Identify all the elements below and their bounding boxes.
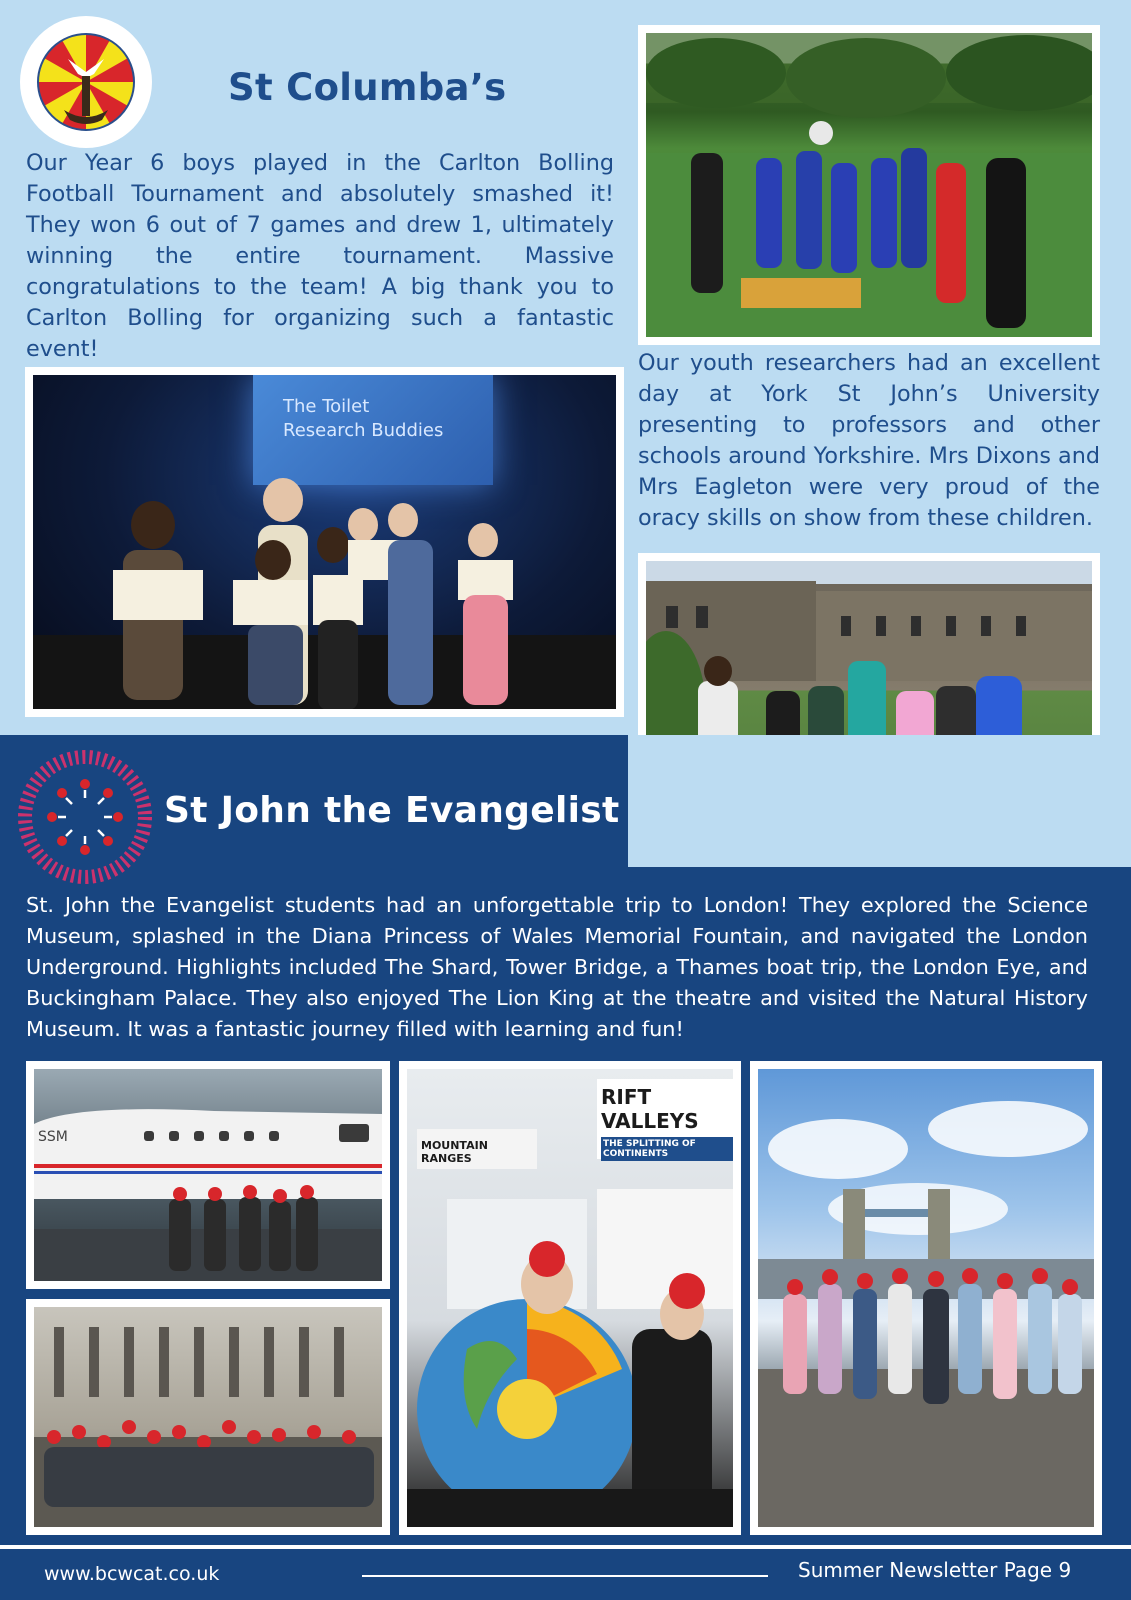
buckingham-palace-photo (26, 1299, 390, 1535)
columba-football-paragraph: Our Year 6 boys played in the Carlton Bolling Football Tournament and absolutely smashed it! They won 6 out of 7 games and drew 1, ultimately winning the entire tournament. Massive congratulations to the team! A big thank you to Carlton Bolling for organizing such a fantastic event! (26, 150, 614, 362)
youth-researchers-paragraph: Our youth researchers had an excellent day at York St John’s University presenting to professors and other schools around Yorkshire. Mrs Dixons and Mrs Eagleton were very proud of the oracy skills on show from these children. (638, 350, 1100, 531)
footer-divider (362, 1575, 768, 1577)
football-team-photo (638, 25, 1100, 345)
rift-valleys-heading: RIFT VALLEYS (601, 1085, 699, 1133)
st-john-title: St John the Evangelist (164, 790, 620, 831)
st-columba-logo (18, 14, 154, 150)
tower-bridge-photo (750, 1061, 1102, 1535)
plane-marking-text: SSM (38, 1129, 68, 1145)
toilet-research-buddies-photo (25, 367, 624, 717)
st-john-logo (16, 748, 154, 886)
footer-page-label: Summer Newsletter Page 9 (798, 1558, 1072, 1582)
natural-history-museum-globe-photo (399, 1061, 741, 1535)
st-columba-title: St Columba’s (228, 66, 507, 109)
mountain-ranges-heading: MOUNTAIN RANGES (421, 1139, 488, 1165)
science-museum-plane-photo (26, 1061, 390, 1289)
footer-website-url[interactable]: www.bcwcat.co.uk (44, 1563, 220, 1585)
section-notch (628, 735, 1131, 867)
london-trip-paragraph: St. John the Evangelist students had an unforgettable trip to London! They explored the Science Museum, splashed in the Diana Princess of Wales Memorial Fountain, and navigated the London Underground. Highlights included The Shard, Tower Bridge, a Thames boat trip, the London Eye, and Buckingham Palace. They also enjoyed The Lion King at the theatre and visited the Natural History Museum. It was a fantastic journey filled with learning and fun! (26, 893, 1088, 1041)
rift-valleys-subheading: THE SPLITTING OF CONTINENTS (601, 1137, 733, 1161)
stage-screen-text: The Toilet Research Buddies (283, 396, 444, 441)
